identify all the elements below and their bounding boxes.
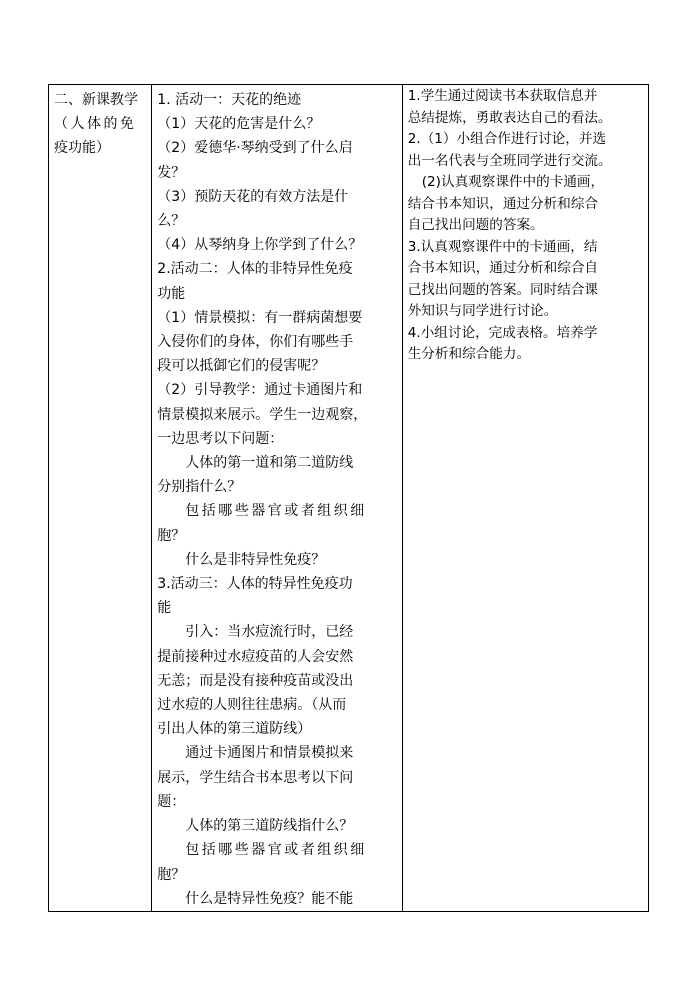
text-line: 段可以抵御它们的侵害呢？	[157, 358, 326, 375]
text-line: 么？	[157, 213, 186, 230]
table-row	[49, 85, 649, 912]
text-line: 人体的第三道防线指什么？	[185, 818, 354, 835]
section-subtitle-b: 疫功能）	[54, 140, 110, 157]
text-line: 4.小组讨论，完成表格。培养学	[407, 324, 598, 341]
section-subtitle-a: （人体的免	[54, 116, 137, 133]
text-line: 总结提炼，勇敢表达自己的看法。	[407, 109, 612, 126]
text-line: 生分析和综合能力。	[407, 346, 531, 362]
text-line: 1. 活动一：天花的绝迹	[157, 92, 302, 108]
section-cell	[49, 85, 152, 912]
text-line: 2.（1）小组合作进行讨论，并选	[407, 131, 607, 147]
text-line: 引入：当水痘流行时，已经	[185, 624, 354, 641]
text-line: 外知识与同学进行讨论。	[407, 303, 558, 319]
text-line: 情景模拟来展示。学生一边观察，	[157, 406, 368, 423]
text-line: （2）爱德华·琴纳受到了什么启	[157, 140, 353, 157]
text-line: 1.学生通过阅读书本获取信息并	[407, 88, 598, 104]
text-line: 展示，学生结合书本思考以下问	[157, 769, 354, 786]
text-line: 能	[157, 600, 172, 617]
text-line: 结合书本知识，通过分析和综合	[407, 195, 599, 212]
text-line: 包括哪些器官或者组织细	[185, 503, 367, 520]
text-line: 3.活动三：人体的特异性免疫功	[157, 576, 353, 593]
text-line: （2）引导教学：通过卡通图片和	[157, 382, 363, 399]
text-line: 无恙；而是没有接种疫苗或没出	[157, 672, 354, 689]
text-line: 胞？	[157, 866, 186, 883]
text-line: （4）从琴纳身上你学到了什么？	[157, 237, 363, 254]
student-activity-cell	[402, 85, 648, 912]
text-line: 出一名代表与全班同学进行交流。	[407, 152, 612, 169]
text-line: 一边思考以下问题：	[157, 430, 284, 447]
lesson-plan-table	[48, 84, 649, 912]
text-line: 己找出问题的答案。同时结合课	[407, 281, 599, 298]
text-line: （1）情景模拟：有一群病菌想要	[157, 309, 363, 326]
text-line: 提前接种过水痘疫苗的人会安然	[157, 648, 354, 665]
teacher-activity-cell	[152, 85, 402, 912]
text-line: 包括哪些器官或者组织细	[185, 842, 367, 859]
text-line: 过水痘的人则往往患病。（从而	[157, 697, 347, 714]
text-line: （3）预防天花的有效方法是什	[157, 188, 349, 205]
text-line: 3.认真观察课件中的卡通画，结	[407, 238, 598, 255]
text-line: 发？	[157, 164, 186, 181]
text-line: 自己找出问题的答案。	[407, 217, 544, 233]
section-title: 二、新课教学	[54, 92, 138, 108]
text-line: 什么是特异性免疫？能不能	[185, 890, 354, 907]
text-line: 什么是非特异性免疫？	[185, 551, 326, 568]
text-line: 功能	[157, 285, 186, 302]
text-line: 分别指什么？	[157, 479, 242, 496]
text-line: （1）天花的危害是什么？	[157, 116, 321, 133]
text-line: 人体的第一道和第二道防线	[185, 455, 354, 472]
text-line: 题：	[157, 793, 186, 810]
text-line: 入侵你们的身体，你们有哪些手	[157, 334, 354, 351]
text-line: 合书本知识，通过分析和综合自	[407, 260, 599, 276]
text-line: 2.活动二：人体的非特异性免疫	[157, 261, 353, 278]
text-line: 通过卡通图片和情景模拟来	[185, 745, 354, 762]
text-line: 胞？	[157, 527, 186, 544]
text-line: 引出人体的第三道防线）	[157, 721, 312, 738]
text-line: (2)认真观察课件中的卡通画，	[421, 174, 605, 190]
